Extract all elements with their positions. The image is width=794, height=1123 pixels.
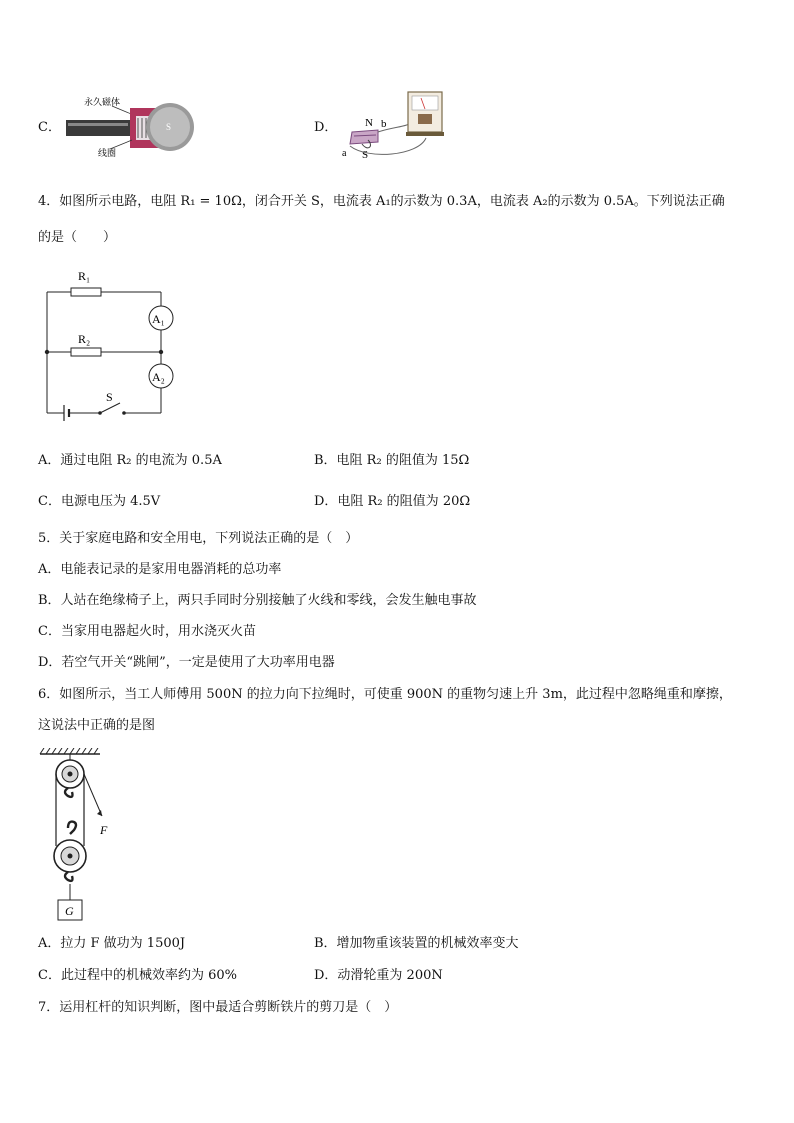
fig-d-n: N [365, 117, 373, 129]
magnet-label: 永久磁体 [84, 97, 121, 107]
fig-f-label: F [100, 823, 108, 837]
q4-stem-line-1: 4．如图所示电路，电阻 R₁ = 10Ω，闭合开关 S，电流表 A₁的示数为 0.3A，电流表 A₂的示数为 0.5A。下列说法正确 [38, 194, 725, 209]
q6-pulley-diagram [38, 748, 128, 927]
fig-r1-label: R₁ [78, 269, 91, 283]
q5-option-d: D．若空气开关“跳闸”，一定是使用了大功率用电器 [38, 655, 335, 670]
fig-a2-label: A₂ [152, 370, 165, 384]
q5-option-b: B．人站在绝缘椅子上，两只手同时分别接触了火线和零线，会发生触电事故 [38, 593, 477, 608]
q7-stem: 7．运用杠杆的知识判断，图中最适合剪断铁片的剪刀是（ ） [38, 1000, 398, 1015]
q4-circuit-diagram [40, 263, 185, 427]
q4-option-c: C．电源电压为 4.5V [38, 494, 161, 509]
q5-stem: 5．关于家庭电路和安全用电，下列说法正确的是（ ） [38, 531, 359, 546]
q6-stem-line-2: 这说法中正确的是图 [38, 718, 156, 733]
fig-s-label: S [106, 390, 113, 404]
q4-stem-line-2: 的是（ ） [38, 230, 117, 245]
q6-option-d: D．动滑轮重为 200N [314, 968, 443, 983]
q6-stem-line-1: 6．如图所示，当工人师傅用 500N 的拉力向下拉绳时，可使重 900N 的重物匀速上升 3m，此过程中忽略绳重和摩擦， [38, 687, 732, 702]
q4-option-a: A．通过电阻 R₂ 的电流为 0.5A [38, 453, 222, 468]
coil-label: 线圈 [98, 148, 117, 158]
q6-option-c: C．此过程中的机械效率约为 60% [38, 968, 237, 983]
fig-d-b: b [381, 118, 387, 130]
q3-figure-c [62, 94, 202, 162]
svg-text:S: S [166, 122, 172, 132]
q3-option-c-label: C． [38, 120, 61, 135]
q6-option-a: A．拉力 F 做功为 1500J [38, 936, 186, 951]
q4-option-b: B．电阻 R₂ 的阻值为 15Ω [314, 453, 470, 468]
q5-option-a: A．电能表记录的是家用电器消耗的总功率 [38, 562, 282, 577]
q5-option-c: C．当家用电器起火时，用水浇灭火苗 [38, 624, 256, 639]
q6-option-b: B．增加物重该装置的机械效率变大 [314, 936, 519, 951]
fig-r2-label: R₂ [78, 332, 91, 346]
q3-option-d-label: D． [314, 120, 338, 135]
fig-d-a: a [342, 148, 347, 159]
fig-d-s: S [362, 149, 369, 161]
q4-option-d: D．电阻 R₂ 的阻值为 20Ω [314, 494, 471, 509]
fig-a1-label: A₁ [152, 312, 165, 326]
q3-figure-d [338, 86, 458, 166]
fig-g-label: G [65, 904, 74, 918]
